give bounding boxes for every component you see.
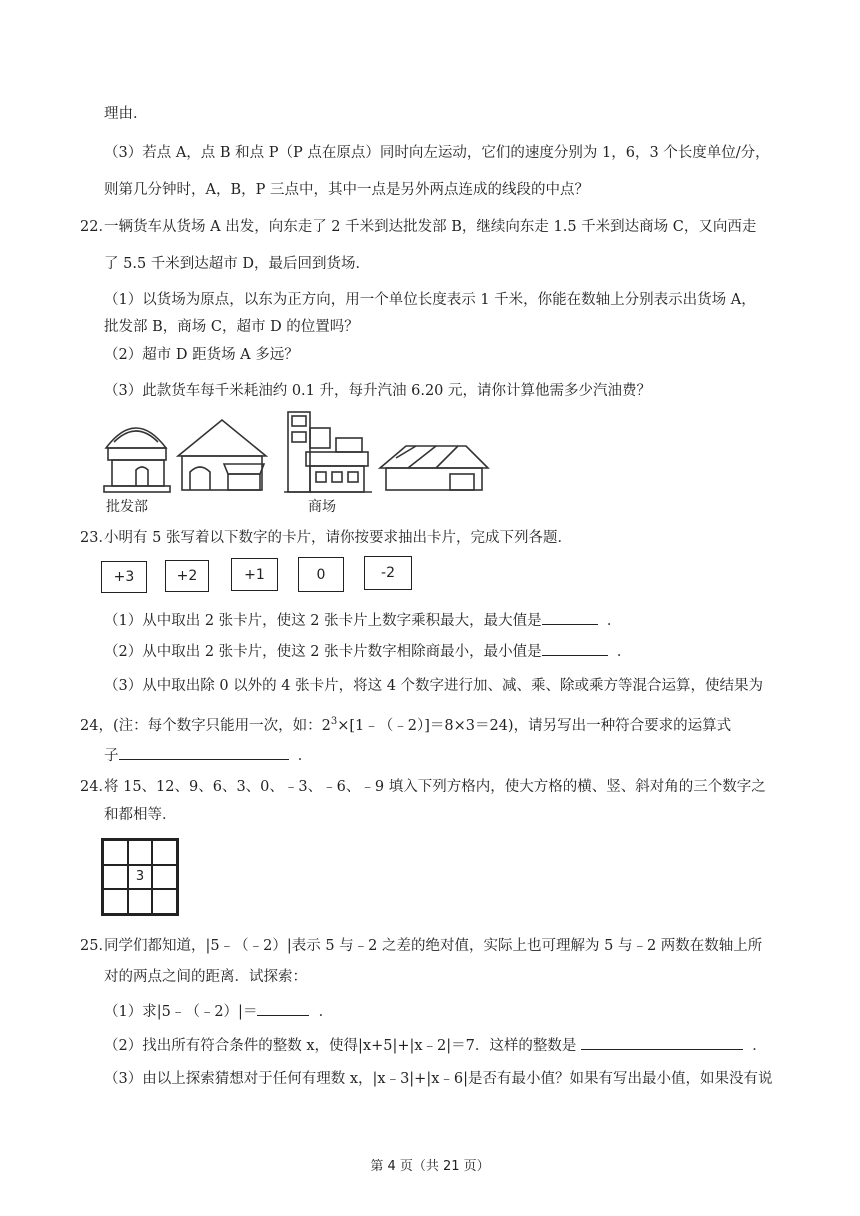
q23-1-text: （1）从中取出 2 张卡片，使这 2 张卡片上数字乘积最大，最大值是 — [104, 613, 542, 629]
grid-cell[interactable] — [152, 889, 177, 914]
text-line: 一辆货车从货场 A 出发，向东走了 2 千米到达批发部 B，继续向东走 1.5 千米到达商场 C，又向西走 — [104, 219, 757, 235]
text-line: 理由． — [104, 106, 148, 122]
text-line — [104, 1001, 333, 1022]
text-line — [104, 641, 631, 662]
q23-2-text: （2）从中取出 2 张卡片，使这 2 张卡片数字相除商最小，最小值是 — [104, 644, 542, 660]
answer-blank[interactable] — [119, 745, 289, 760]
grid-cell[interactable] — [152, 865, 177, 890]
grid-cell[interactable] — [103, 865, 128, 890]
period: ． — [297, 748, 313, 764]
text-line: 批发部 B，商场 C，超市 D 的位置吗？ — [104, 319, 359, 335]
text-line: 则第几分钟时，A，B，P 三点中，其中一点是另外两点连成的线段的中点？ — [104, 182, 589, 198]
number-card: -2 — [364, 556, 412, 590]
number-card: +3 — [101, 561, 147, 593]
magic-square — [101, 838, 179, 916]
text-line — [80, 712, 731, 736]
caption-mall: 商场 — [308, 499, 336, 515]
text-line — [104, 610, 621, 631]
q23-3c: 子 — [104, 748, 119, 764]
text-line: （3）若点 A，点 B 和点 P（P 点在原点）同时向左运动，它们的速度分别为 1，6，3 个长度单位/分， — [104, 145, 770, 161]
grid-cell[interactable] — [103, 840, 128, 865]
caption-wholesale: 批发部 — [106, 499, 148, 515]
text-line: （1）以货场为原点，以东为正方向，用一个单位长度表示 1 千米，你能在数轴上分别表示出货场 A， — [104, 292, 756, 308]
question-number: 22． — [80, 219, 113, 235]
text-line: 同学们都知道，|5﹣（﹣2）|表示 5 与﹣2 之差的绝对值，实际上也可理解为 5 与﹣2 两数在数轴上所 — [104, 938, 763, 954]
superscript: 3 — [330, 716, 338, 727]
text-line — [104, 1035, 767, 1056]
text-line: 将 15、12、9、6、3、0、﹣3、﹣6、﹣9 填入下列方格内，使大方格的横、竖、斜对角的三个数字之 — [104, 779, 766, 795]
period: ． — [752, 1038, 767, 1054]
question-number: 24． — [80, 779, 113, 795]
grid-cell[interactable] — [152, 840, 177, 865]
q23-3b-post: ×[1﹣（﹣2）]＝8×3＝24)，请另写出一种符合要求的运算式 — [337, 717, 732, 734]
text-line: 和都相等． — [104, 807, 177, 823]
period: ． — [606, 613, 622, 629]
answer-blank[interactable] — [257, 1001, 309, 1016]
grid-cell[interactable] — [128, 840, 153, 865]
text-line: 了 5.5 千米到达超市 D，最后回到货场． — [104, 256, 371, 272]
period: ． — [616, 644, 632, 660]
answer-blank[interactable] — [542, 610, 598, 625]
answer-blank[interactable] — [542, 641, 608, 656]
text-line: 小明有 5 张写着以下数字的卡片，请你按要求抽出卡片，完成下列各题． — [104, 530, 572, 546]
page-footer: 第 4 页（共 21 页） — [370, 1159, 490, 1174]
q23-3b-pre: 24，(注：每个数字只能用一次，如：2 — [80, 717, 331, 734]
number-card: +1 — [231, 558, 278, 591]
question-number: 25． — [80, 938, 113, 954]
text-line: 对的两点之间的距离．试探索： — [104, 969, 307, 985]
buildings-illustration — [96, 408, 496, 518]
period: ． — [318, 1004, 334, 1020]
question-number: 23． — [80, 530, 113, 546]
text-line: （3）从中取出除 0 以外的 4 张卡片，将这 4 个数字进行加、减、乘、除或乘方等混合运算，使结果为 — [104, 678, 764, 694]
number-card: 0 — [298, 557, 344, 592]
q25-2-text: （2）找出所有符合条件的整数 x，使得|x+5|+|x﹣2|＝7．这样的整数是 — [104, 1038, 577, 1054]
answer-blank[interactable] — [581, 1035, 743, 1050]
text-line — [104, 745, 312, 766]
number-card: +2 — [165, 560, 209, 592]
text-line: （3）此款货车每千米耗油约 0.1 升，每升汽油 6.20 元，请你计算他需多少汽油费？ — [104, 383, 652, 399]
text-line: （3）由以上探索猜想对于任何有理数 x，|x﹣3|+|x﹣6|是否有最小值？如果有写出最小值，如果没有说 — [104, 1071, 773, 1087]
q25-1-text: （1）求|5﹣（﹣2）|＝ — [104, 1004, 258, 1020]
grid-cell: 3 — [128, 865, 153, 890]
text-line: （2）超市 D 距货场 A 多远？ — [104, 347, 299, 363]
grid-cell[interactable] — [103, 889, 128, 914]
grid-cell[interactable] — [128, 889, 153, 914]
